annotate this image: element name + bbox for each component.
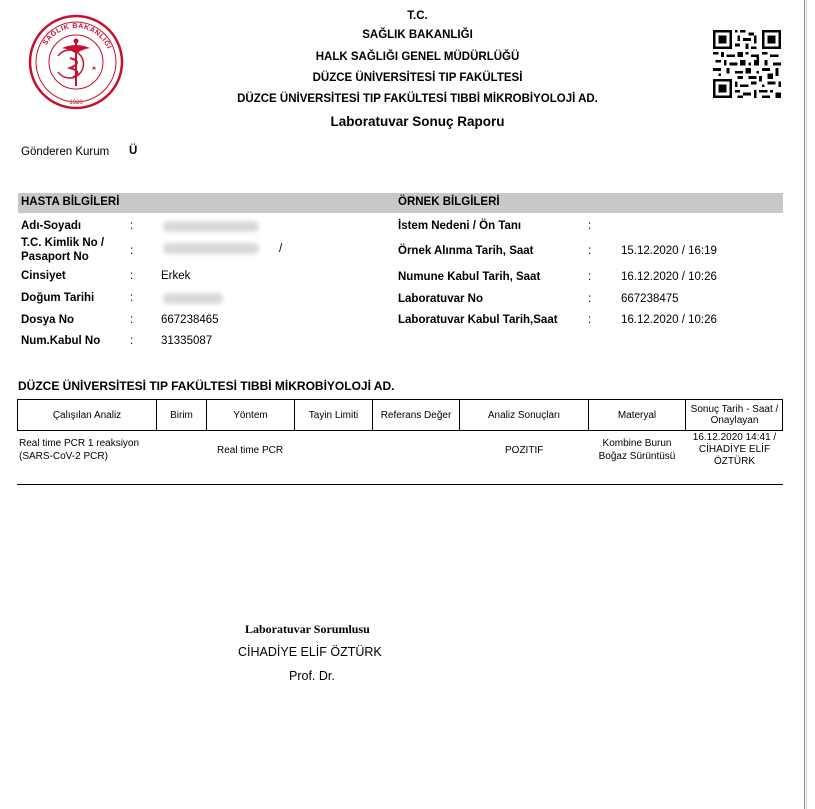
results-section-title: DÜZCE ÜNİVERSİTESİ TIP FAKÜLTESİ TIBBİ MİKROBİYOLOJİ AD. [18, 379, 395, 393]
patient-id-label-1: T.C. Kimlik No / [21, 237, 105, 249]
result-date-1: 16.12.2020 14:41 / [692, 432, 777, 443]
sample-lab-accept-value: 16.12.2020 / 10:26 [621, 314, 717, 326]
colon: : [130, 314, 134, 326]
colon: : [588, 220, 592, 232]
colon: : [130, 245, 134, 257]
column-header-unit: Birim [170, 409, 193, 421]
header-tc: T.C. [407, 10, 428, 22]
column-header-result-date-2: Onaylayan [710, 415, 759, 426]
header-department: DÜZCE ÜNİVERSİTESİ TIP FAKÜLTESİ TIBBİ MİKROBİYOLOJİ AD. [237, 93, 598, 105]
column-header-limit: Tayin Limiti [308, 409, 359, 421]
table-bottom-rule [17, 484, 783, 485]
patient-accept-value: 31335087 [161, 335, 213, 347]
patient-birth-label: Doğum Tarihi [21, 292, 95, 304]
colon: : [130, 335, 134, 347]
patient-name-label: Adı-Soyadı [21, 220, 82, 232]
seal-ring-text: SAĞLIK BAKANLIĞI [41, 22, 113, 51]
redacted-id [163, 243, 259, 254]
patient-gender-value: Erkek [161, 270, 191, 282]
signature-title: Laboratuvar Sorumlusu [245, 622, 370, 636]
sample-received-value: 16.12.2020 / 10:26 [621, 271, 717, 283]
header-directorate: HALK SAĞLIĞI GENEL MÜDÜRLÜĞÜ [315, 51, 520, 63]
column-header-method: Yöntem [233, 409, 268, 421]
sample-lab-no-label: Laboratuvar No [398, 293, 483, 305]
colon: : [588, 271, 592, 283]
colon: : [130, 220, 134, 232]
header-ministry: SAĞLIK BAKANLIĞI [362, 29, 473, 41]
column-header-material: Materyal [617, 409, 657, 421]
result-value: POZITIF [505, 445, 544, 456]
header-faculty: DÜZCE ÜNİVERSİTESİ TIP FAKÜLTESİ [312, 72, 523, 84]
colon: : [588, 314, 592, 326]
sample-received-label: Numune Kabul Tarih, Saat [398, 271, 541, 283]
patient-id-label-2: Pasaport No [21, 251, 89, 263]
sample-taken-value: 15.12.2020 / 16:19 [621, 245, 717, 257]
sample-section-title: ÖRNEK BİLGİLERİ [398, 196, 500, 208]
redacted-birthdate [163, 293, 223, 304]
patient-accept-label: Num.Kabul No [21, 335, 101, 347]
sample-reason-label: İstem Nedeni / Ön Tanı [398, 220, 522, 232]
result-analysis-2: (SARS-CoV-2 PCR) [19, 451, 108, 462]
column-header-result-date [686, 399, 783, 431]
colon: : [588, 293, 592, 305]
result-method: Real time PCR [217, 445, 284, 456]
sender-value: Ü [129, 145, 138, 157]
result-analysis-1: Real time PCR 1 reaksiyon [19, 438, 140, 449]
patient-file-label: Dosya No [21, 314, 75, 326]
result-material-1: Kombine Burun [602, 438, 672, 449]
sample-lab-no-value: 667238475 [621, 293, 679, 305]
column-header-analysis: Çalışılan Analiz [52, 409, 122, 421]
seal-year: 1920 [69, 100, 83, 106]
sample-taken-label: Örnek Alınma Tarih, Saat [398, 245, 534, 257]
patient-id-separator: / [279, 243, 283, 255]
colon: : [130, 292, 134, 304]
colon: : [588, 245, 592, 257]
result-date-3: ÖZTÜRK [713, 456, 756, 467]
result-material-2: Boğaz Sürüntüsü [598, 451, 676, 462]
colon: : [130, 270, 134, 282]
column-header-reference: Referans Değer [380, 409, 452, 421]
sample-lab-accept-label: Laboratuvar Kabul Tarih,Saat [398, 314, 558, 326]
signature-name: CİHADİYE ELİF ÖZTÜRK [238, 645, 382, 659]
report-title: Laboratuvar Sonuç Raporu [330, 114, 505, 129]
column-header-result-date-1: Sonuç Tarih - Saat / [690, 404, 779, 415]
patient-gender-label: Cinsiyet [21, 270, 66, 282]
redacted-name [163, 221, 259, 232]
column-header-result: Analiz Sonuçları [487, 409, 561, 421]
patient-section-title: HASTA BİLGİLERİ [21, 196, 120, 208]
signature-degree: Prof. Dr. [289, 669, 335, 683]
sender-label: Gönderen Kurum [21, 146, 110, 158]
result-date-2: CİHADİYE ELİF [698, 444, 771, 455]
patient-file-value: 667238465 [161, 314, 219, 326]
